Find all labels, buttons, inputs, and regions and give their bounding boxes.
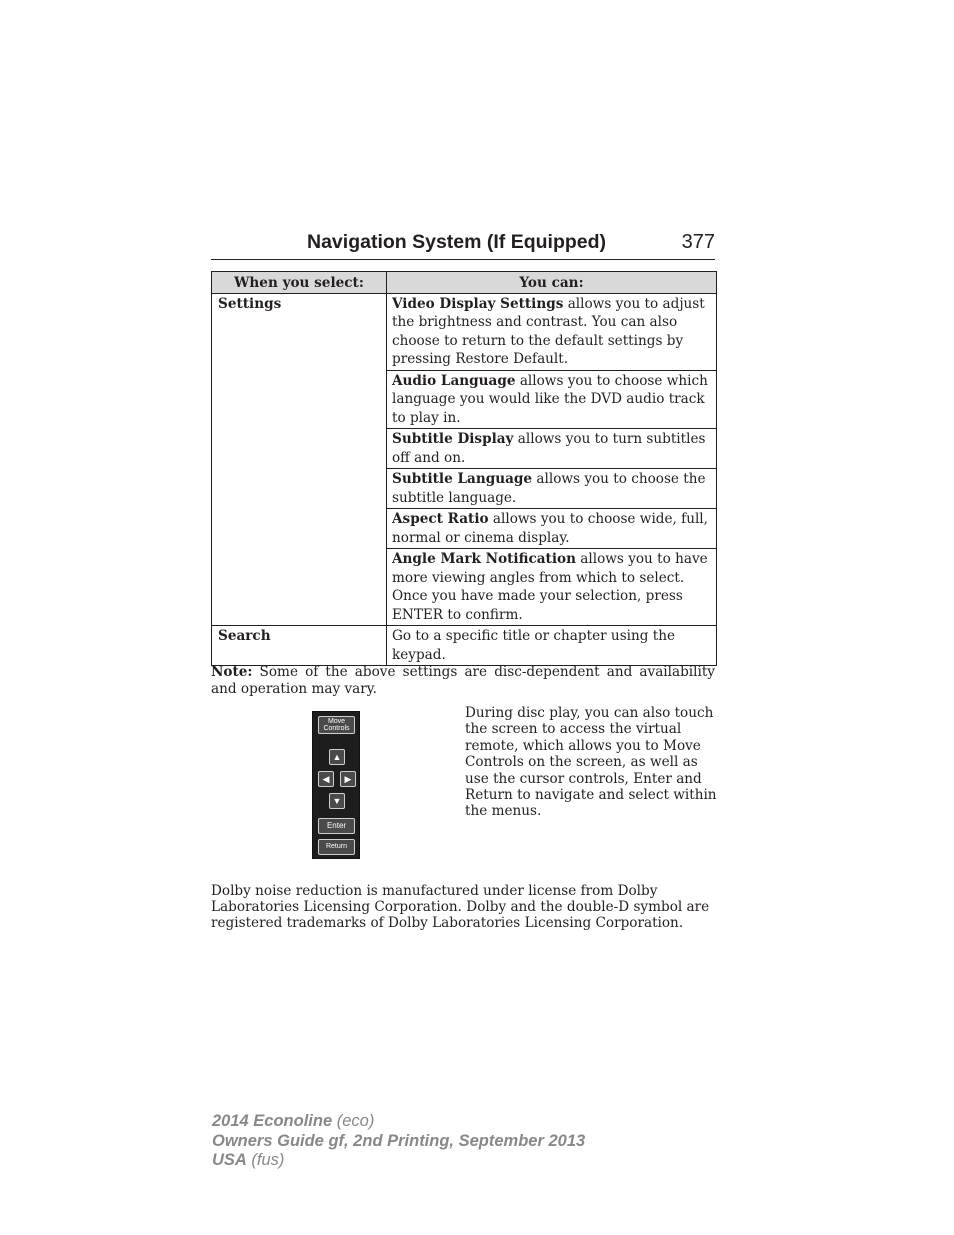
table-cell [387, 370, 717, 429]
move-controls-button: Move Controls [318, 716, 355, 734]
option-description: allows you to choose the subtitle language. [392, 471, 706, 506]
option-description: allows you to choose wide, full, normal or cinema display. [392, 511, 708, 546]
footer-line-model: 2014 Econoline (eco) [212, 1112, 375, 1130]
option-description: allows you to choose which language you would like the DVD audio track to play in. [392, 372, 708, 426]
note-paragraph [211, 664, 715, 698]
table-cell [387, 429, 717, 469]
arrow-left-icon: ◀ [318, 771, 334, 787]
table-cell [387, 549, 717, 626]
option-term: Angle Mark Notification [392, 551, 576, 567]
page-header [211, 229, 715, 260]
table-row [212, 626, 717, 666]
option-term: Video Display Settings [392, 295, 564, 312]
arrow-up-icon: ▲ [329, 749, 345, 765]
arrow-right-icon: ▶ [340, 771, 356, 787]
table-cell [387, 293, 717, 370]
option-description: allows you to have more viewing angles from which to select. Once you have made your selection, press ENTER to confirm. [392, 551, 708, 623]
note-label: Note: [211, 664, 253, 680]
settings-table [211, 271, 717, 666]
option-description: allows you to adjust the brightness and contrast. You can also choose to return to the default settings by pressing Restore Default. [392, 295, 705, 367]
table-header-row [212, 272, 717, 294]
option-term: Audio Language [392, 372, 516, 389]
page-number: 377 [681, 231, 715, 253]
return-button: Return [318, 839, 355, 855]
note-text: Some of the above settings are disc-dependent and availability and operation may vary. [211, 664, 715, 697]
table-cell [387, 509, 717, 549]
virtual-remote-description: During disc play, you can also touch the screen to access the virtual remote, which allows you to Move Controls on the screen, as well as use the cursor controls, Enter and Return to navigate and select within the menus. [465, 705, 717, 820]
enter-button: Enter [318, 818, 355, 834]
option-term: Subtitle Display [392, 431, 514, 447]
dolby-notice: Dolby noise reduction is manufactured under license from Dolby Laboratories Licensing Corporation. Dolby and the double-D symbol are registered trademarks of Dolby Laboratories Licensing Corporation. [211, 883, 710, 932]
settings-cell: Settings [212, 293, 387, 626]
footer-line-guide: Owners Guide gf, 2nd Printing, September 2013 [212, 1131, 586, 1150]
page-footer [212, 1112, 585, 1171]
option-term: Aspect Ratio [392, 511, 489, 527]
option-description: allows you to turn subtitles off and on. [392, 431, 706, 466]
footer-line-region: USA (fus) [212, 1151, 285, 1169]
search-description: Go to a specific title or chapter using the keypad. [387, 626, 717, 666]
search-cell: Search [212, 626, 387, 666]
column-header-select: When you select: [212, 272, 387, 294]
section-title: Navigation System (If Equipped) [307, 231, 607, 253]
table-row [212, 293, 717, 370]
option-term: Subtitle Language [392, 471, 533, 487]
virtual-remote-image [312, 711, 360, 859]
column-header-can: You can: [387, 272, 717, 294]
table-cell [387, 469, 717, 509]
arrow-down-icon: ▼ [329, 793, 345, 809]
